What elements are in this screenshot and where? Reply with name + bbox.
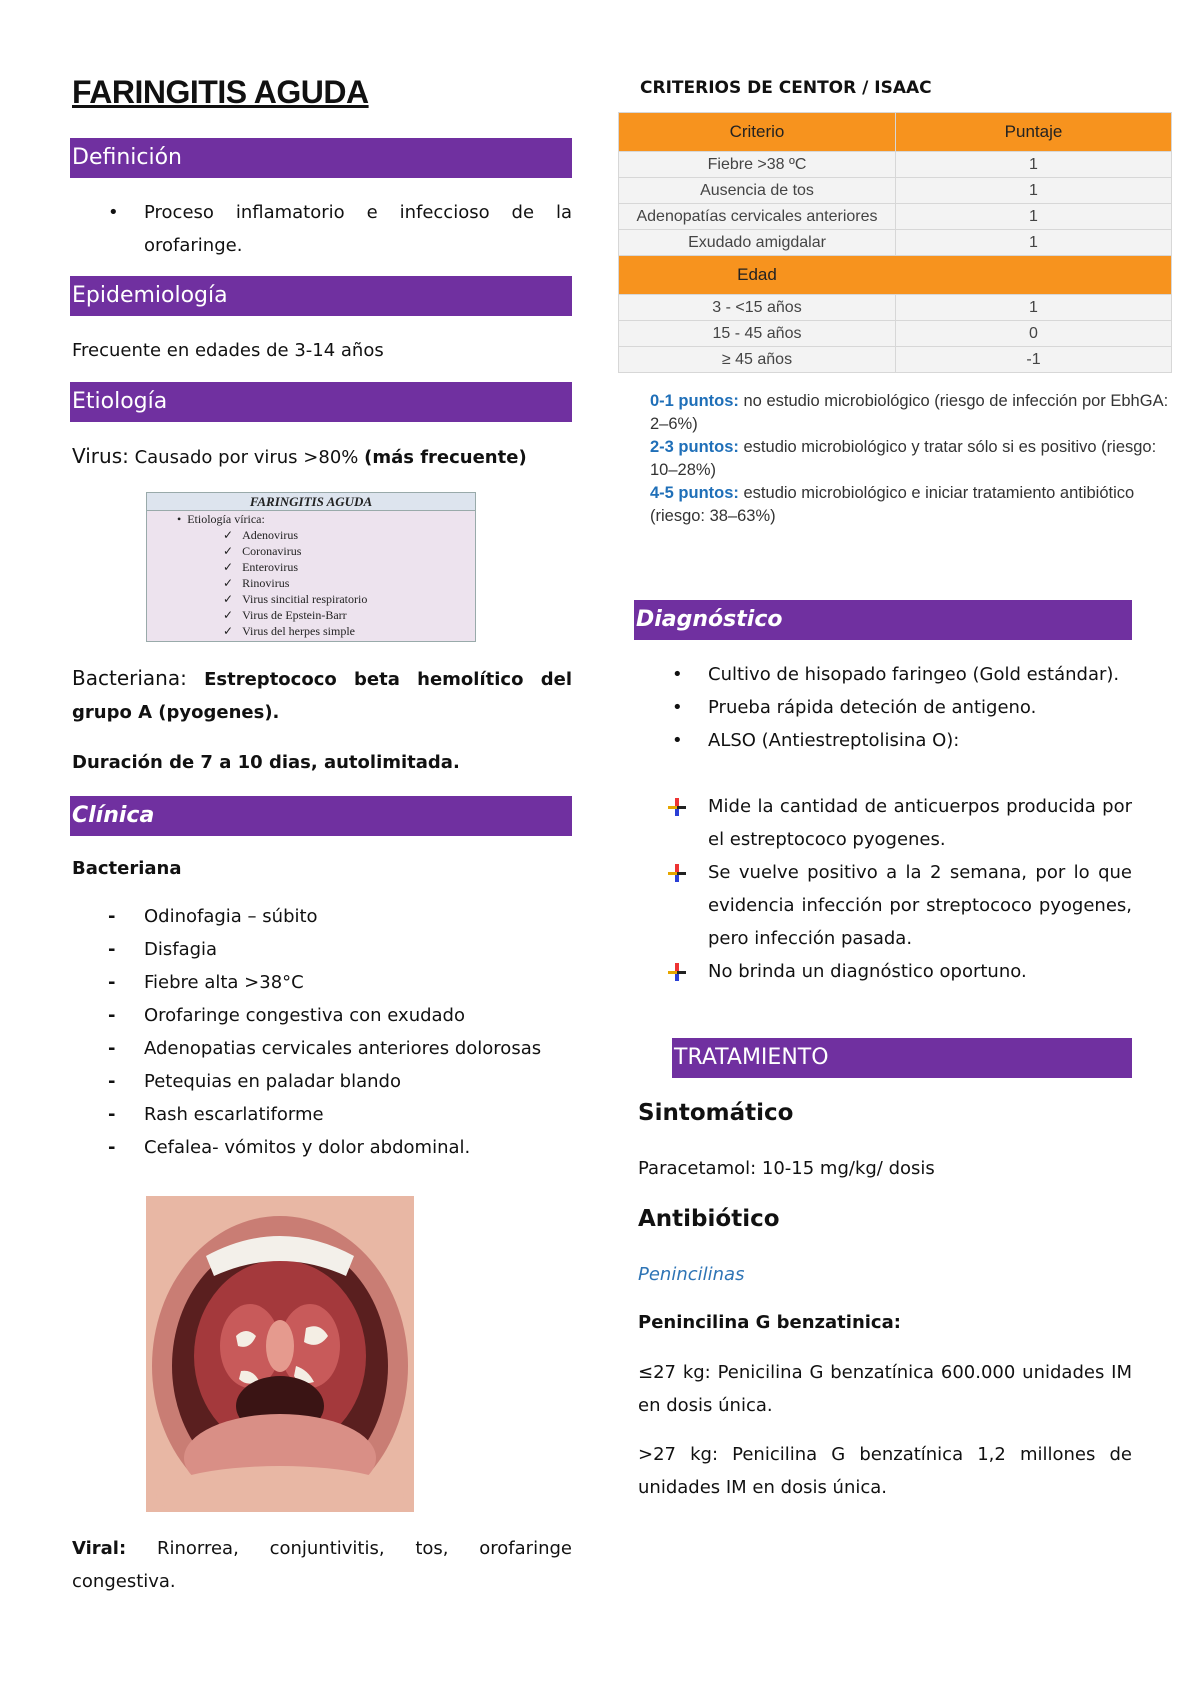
epidemiologia-text: Frecuente en edades de 3-14 años — [72, 340, 384, 361]
table-row — [619, 204, 1172, 230]
section-heading-tratamiento: TRATAMIENTO — [672, 1038, 1132, 1078]
list-item: • Prueba rápida deteción de antigeno. — [636, 691, 1132, 724]
list-item: - Fiebre alta >38°C — [108, 972, 304, 993]
points-item: 2-3 puntos: estudio microbiológico y tratar sólo si es positivo (riesgo: 10–28%) — [650, 438, 1157, 479]
table-cell: 15 - 45 años — [619, 321, 896, 347]
table-subheader-row — [619, 256, 1172, 295]
bullet-icon: • — [672, 730, 683, 751]
cross-bullet-icon — [668, 864, 686, 882]
list-item: ✓ Virus sincitial respiratorio — [223, 592, 368, 606]
paracetamol-text: Paracetamol: 10-15 mg/kg/ dosis — [638, 1158, 935, 1179]
list-item: - Rash escarlatiforme — [108, 1104, 324, 1125]
table-header-cell: Criterio — [619, 113, 896, 152]
list-item: ✓ Adenovirus — [223, 528, 299, 542]
bullet-icon: • — [672, 697, 683, 718]
table-cell: 1 — [896, 230, 1172, 256]
table-row — [619, 321, 1172, 347]
list-item: ✓ Coronavirus — [223, 544, 302, 558]
centor-title: CRITERIOS DE CENTOR / ISAAC — [640, 78, 932, 98]
list-item: - Cefalea- vómitos y dolor abdominal. — [108, 1137, 471, 1158]
table-row — [619, 347, 1172, 373]
list-item: - Orofaringe congestiva con exudado — [108, 1005, 465, 1026]
list-item: • ALSO (Antiestreptolisina O): — [636, 724, 1132, 757]
section-heading-etiologia: Etiología — [70, 382, 572, 422]
diagnostico-list — [636, 658, 1132, 757]
duracion-text: Duración de 7 a 10 dias, autolimitada. — [72, 752, 460, 773]
clinica-subheading: Bacteriana — [72, 858, 182, 879]
sintomatico-heading: Sintomático — [638, 1100, 794, 1126]
table-cell: Adenopatías cervicales anteriores — [619, 204, 896, 230]
table-cell: Fiebre >38 ºC — [619, 152, 896, 178]
table-cell: 1 — [896, 295, 1172, 321]
table-cell: -1 — [896, 347, 1172, 373]
list-item: ✓ Virus de Epstein-Barr — [223, 608, 347, 622]
section-heading-epidemiologia: Epidemiología — [70, 276, 572, 316]
table-cell: 1 — [896, 178, 1172, 204]
throat-illustration — [146, 1196, 414, 1512]
bacteriana-text: Bacteriana: Estreptococo beta hemolítico del grupo A (pyogenes). — [72, 666, 572, 723]
points-item: 4-5 puntos: estudio microbiológico e iniciar tratamiento antibiótico (riesgo: 38–63%) — [650, 484, 1135, 525]
etiologia-image-title: FARINGITIS AGUDA — [147, 493, 475, 511]
list-item: - Adenopatias cervicales anteriores dolorosas — [108, 1038, 542, 1059]
throat-photo — [146, 1196, 414, 1512]
section-heading-diagnostico: Diagnóstico — [634, 600, 1132, 640]
virus-line: Virus: Causado por virus >80% (más frecuente) — [72, 444, 527, 468]
definicion-list — [72, 196, 572, 262]
cross-bullet-icon — [668, 798, 686, 816]
viral-text: Viral: Rinorrea, conjuntivitis, tos, orofaringe congestiva. — [72, 1538, 572, 1592]
table-row — [619, 178, 1172, 204]
list-item: ✓ Virus del herpes simple — [223, 624, 355, 638]
list-item: Se vuelve positivo a la 2 semana, por lo que evidencia infección por streptococo pyogenes, pero infección pasada. — [636, 856, 1132, 955]
penicilinas-label: Penincilinas — [638, 1264, 745, 1285]
also-sublist — [636, 790, 1132, 988]
table-cell: Exudado amigdalar — [619, 230, 896, 256]
dose-text-1: ≤27 kg: Penicilina G benzatínica 600.000 unidades IM en dosis única. — [638, 1362, 1132, 1416]
cross-bullet-icon — [668, 963, 686, 981]
list-item: - Odinofagia – súbito — [108, 906, 318, 927]
clinica-list — [72, 900, 572, 1164]
table-row — [619, 152, 1172, 178]
list-item: No brinda un diagnóstico oportuno. — [636, 955, 1132, 988]
list-item: - Disfagia — [108, 939, 218, 960]
table-cell: 0 — [896, 321, 1172, 347]
points-item: 0-1 puntos: no estudio microbiológico (riesgo de infección por EbhGA: 2–6%) — [650, 392, 1169, 433]
table-header-cell — [896, 256, 1172, 295]
etiologia-image-lead: • Etiología vírica: — [177, 512, 265, 526]
table-cell: 3 - <15 años — [619, 295, 896, 321]
dose-text-2: >27 kg: Penicilina G benzatínica 1,2 millones de unidades IM en dosis única. — [638, 1444, 1132, 1498]
table-cell: Ausencia de tos — [619, 178, 896, 204]
list-item: ✓ Enterovirus — [223, 560, 299, 574]
centor-points — [650, 390, 1170, 528]
etiologia-image — [146, 492, 476, 642]
list-item: ✓ Rinovirus — [223, 576, 290, 590]
list-item: Mide la cantidad de anticuerpos producida por el estreptococo pyogenes. — [636, 790, 1132, 856]
bullet-icon: • — [108, 202, 119, 223]
list-item: • Proceso inflamatorio e infeccioso de la orofaringe. — [72, 196, 572, 262]
table-header-row — [619, 113, 1172, 152]
centor-table — [618, 112, 1172, 373]
section-heading-definicion: Definición — [70, 138, 572, 178]
table-row — [619, 230, 1172, 256]
table-row — [619, 295, 1172, 321]
penicilina-g-label: Penincilina G benzatinica: — [638, 1312, 901, 1333]
bullet-icon: • — [672, 664, 683, 685]
section-heading-clinica: Clínica — [70, 796, 572, 836]
table-header-cell: Puntaje — [896, 113, 1172, 152]
page-title: FARINGITIS AGUDA — [72, 74, 369, 110]
list-item: • Cultivo de hisopado faringeo (Gold estándar). — [636, 658, 1132, 691]
table-cell: ≥ 45 años — [619, 347, 896, 373]
table-cell: 1 — [896, 204, 1172, 230]
table-header-cell: Edad — [619, 256, 896, 295]
antibiotico-heading: Antibiótico — [638, 1206, 780, 1232]
list-item: - Petequias en paladar blando — [108, 1071, 401, 1092]
table-cell: 1 — [896, 152, 1172, 178]
